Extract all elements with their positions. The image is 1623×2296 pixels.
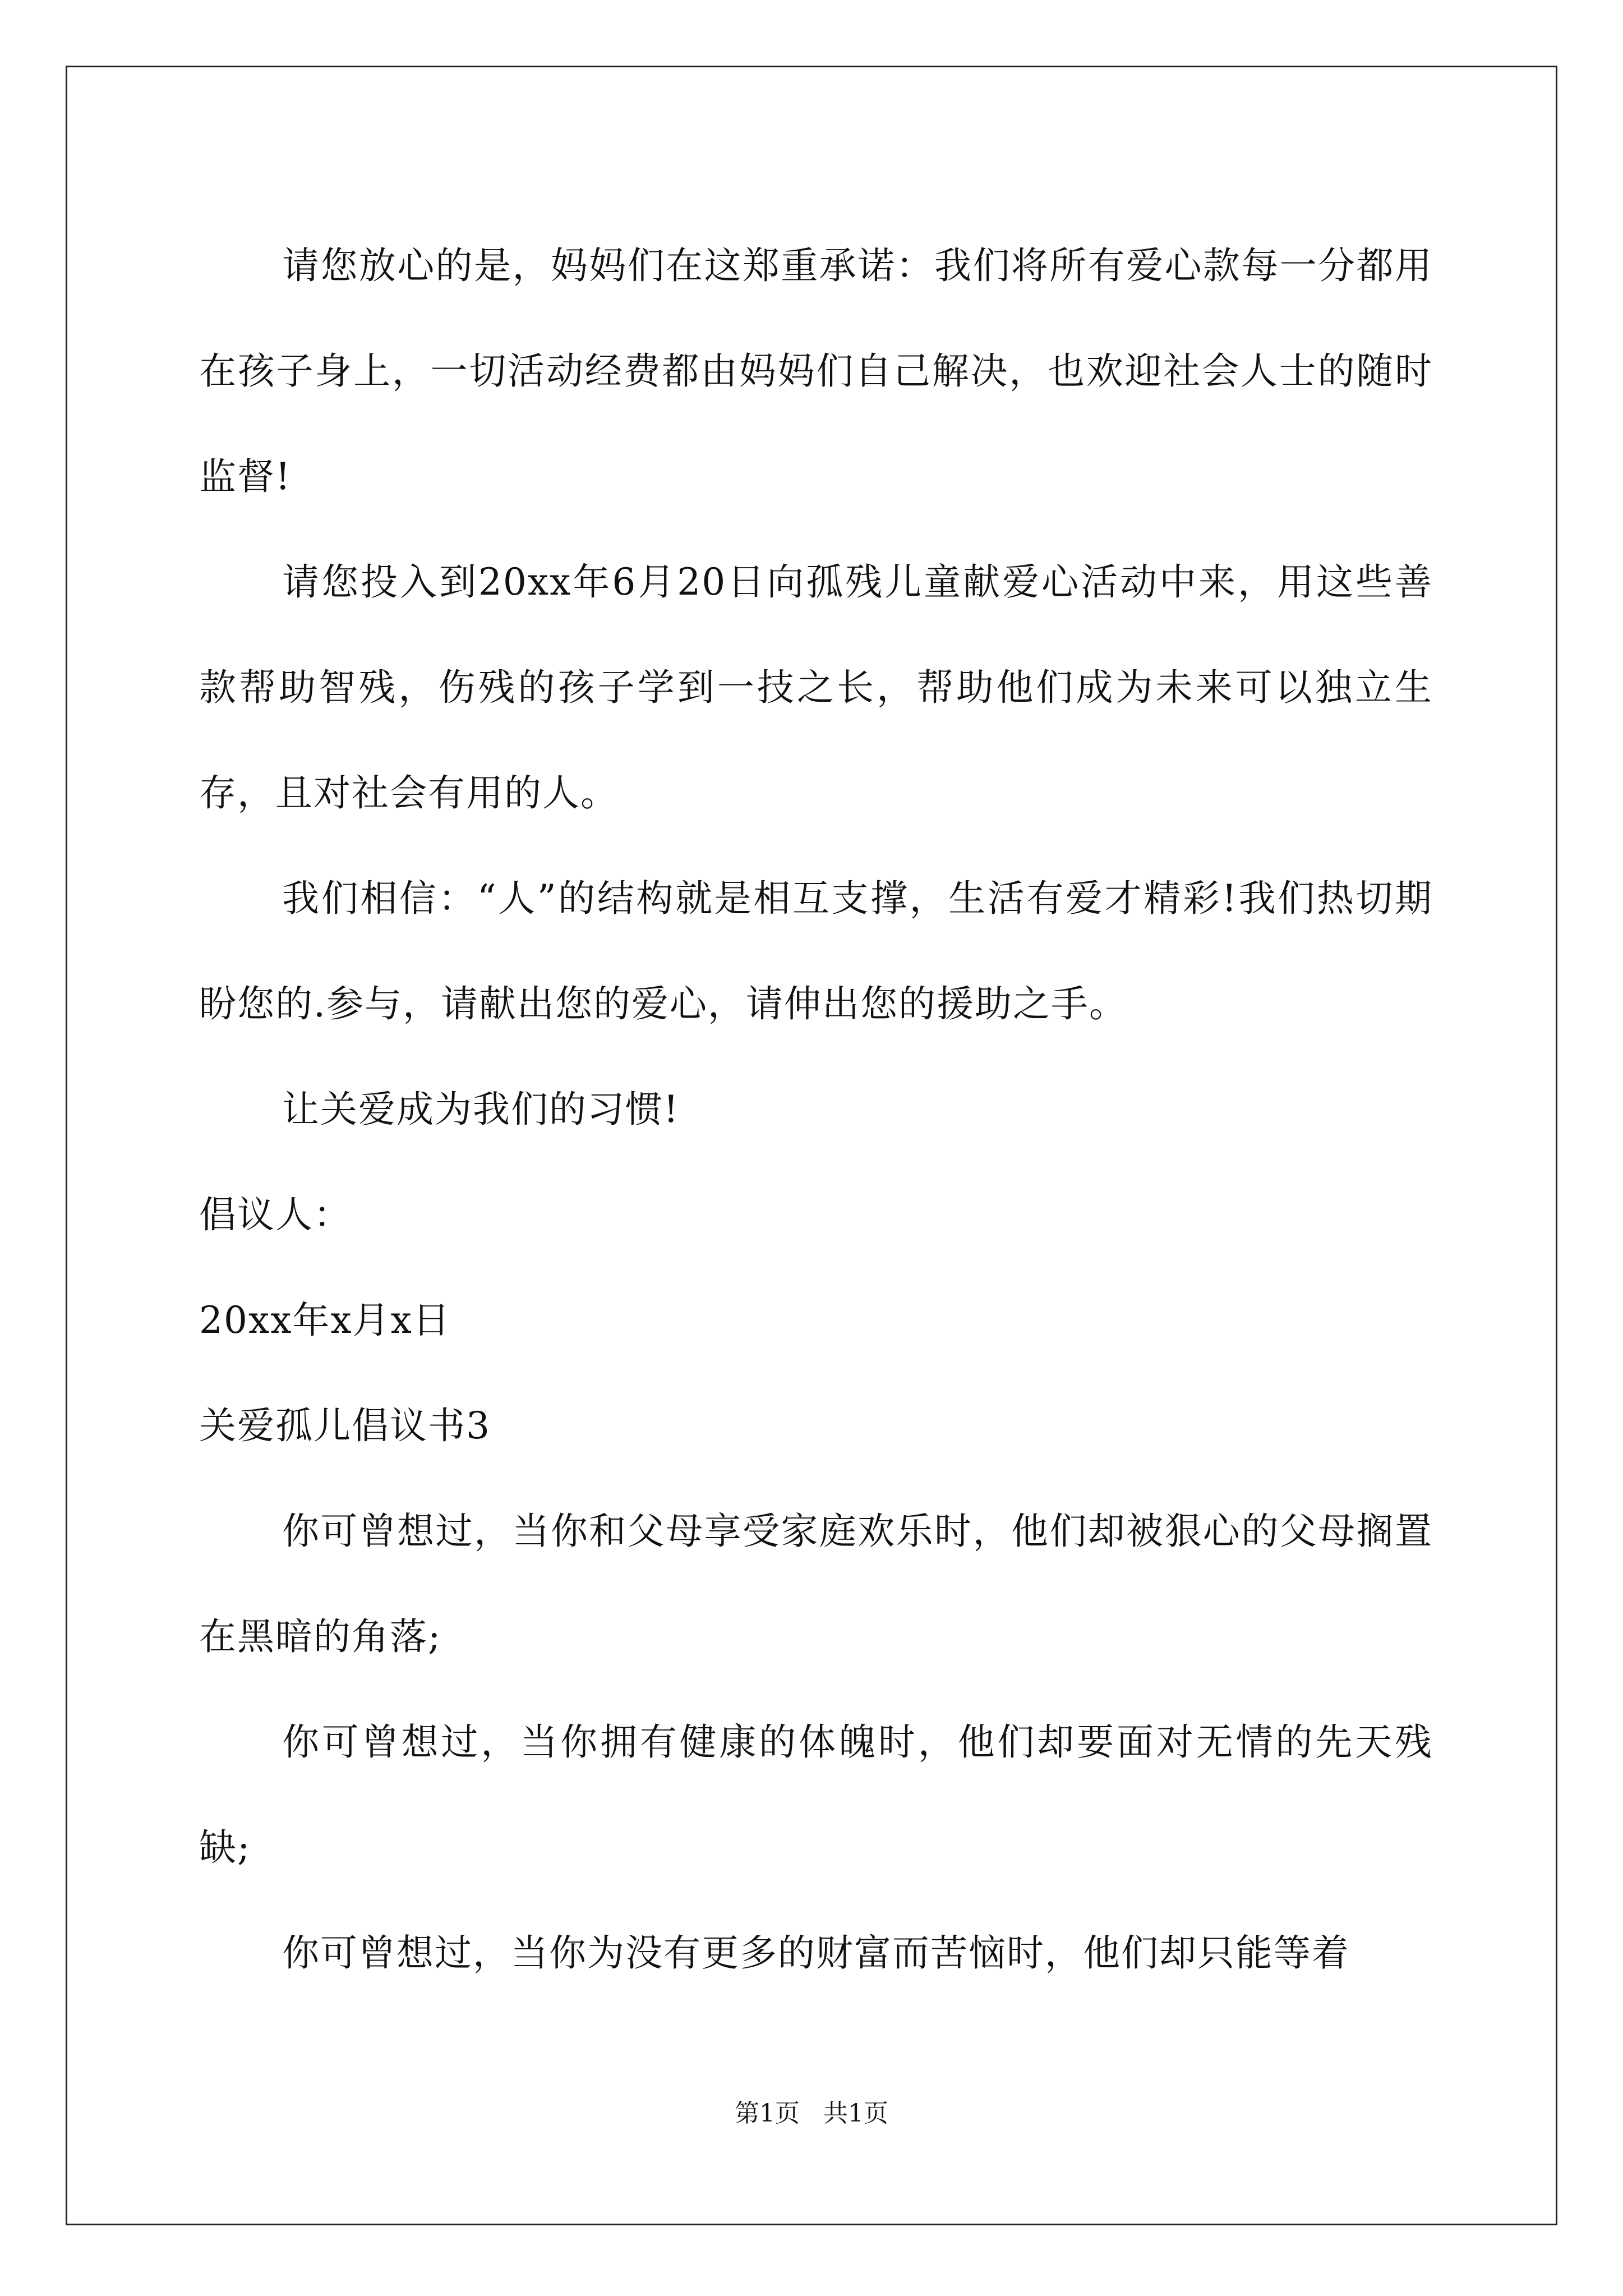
paragraph-promise: 请您放心的是，妈妈们在这郑重承诺：我们将所有爱心款每一分都用在孩子身上，一切活动经费都由妈妈们自己解决，也欢迎社会人士的随时监督! bbox=[199, 244, 1433, 498]
page-number-footer: 第1页 共1页 bbox=[735, 2099, 888, 2128]
paragraph-belief: 我们相信：“人”的结构就是相互支撑，生活有爱才精彩!我们热切期盼您的.参与，请献出您的爱心，请伸出您的援助之手。 bbox=[199, 877, 1433, 1025]
document-body bbox=[199, 213, 1433, 2006]
paragraph-question-3: 你可曾想过，当你为没有更多的财富而苦恼时，他们却只能等着 bbox=[282, 1931, 1350, 1975]
date-line: 20xx年x月x日 bbox=[199, 1299, 451, 1342]
paragraph-question-1: 你可曾想过，当你和父母享受家庭欢乐时，他们却被狠心的父母搁置在黑暗的角落; bbox=[199, 1510, 1433, 1658]
section-title: 关爱孤儿倡议书3 bbox=[199, 1404, 491, 1447]
paragraph-question-2: 你可曾想过，当你拥有健康的体魄时，他们却要面对无情的先天残缺; bbox=[199, 1720, 1433, 1869]
paragraph-slogan: 让关爱成为我们的习惯! bbox=[282, 1088, 680, 1131]
initiator-label: 倡议人： bbox=[199, 1193, 352, 1236]
paragraph-invitation: 请您投入到20xx年6月20日向孤残儿童献爱心活动中来，用这些善款帮助智残，伤残的孩子学到一技之长，帮助他们成为未来可以独立生存，且对社会有用的人。 bbox=[199, 560, 1433, 815]
